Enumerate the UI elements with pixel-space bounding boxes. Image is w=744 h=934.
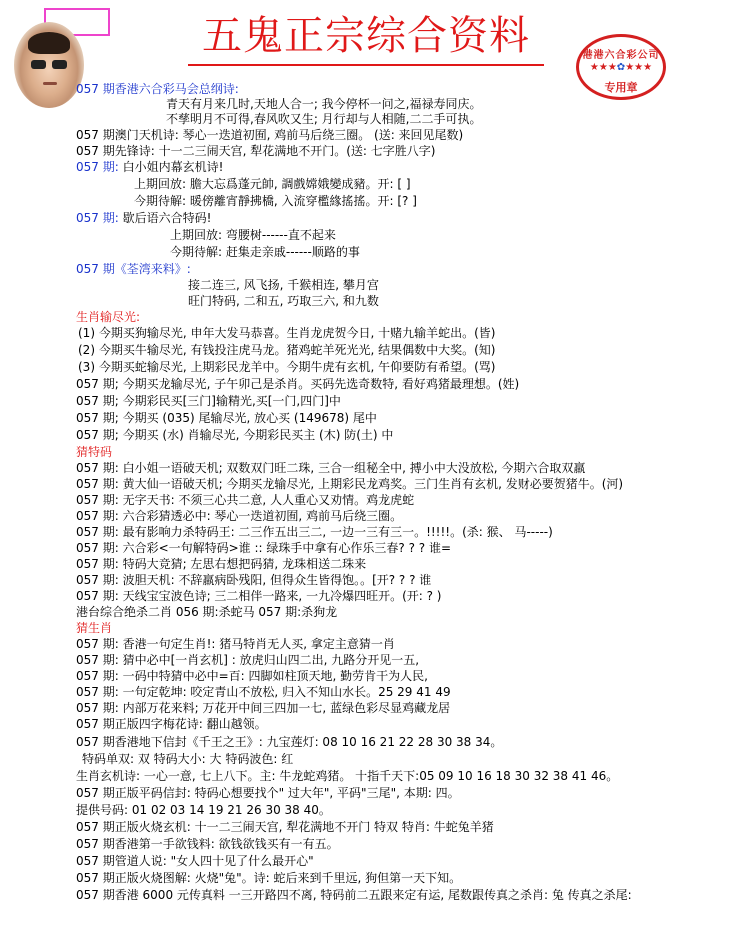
text-line [76, 854, 314, 869]
text-segment: 057 期香港地下信封《千王之王》: 九宝莲灯: 08 10 16 21 22 28 30 38 34。 [76, 735, 503, 749]
text-segment: 057 期正版四字梅花诗: 翻山越领。 [76, 717, 267, 731]
seal-center-icon: ✿ [616, 62, 626, 73]
text-line [76, 377, 519, 392]
text-line [170, 228, 336, 243]
text-segment: 057 期《荃湾来料》: [76, 262, 191, 276]
text-line [134, 177, 411, 192]
text-line [76, 820, 494, 835]
text-segment: 057 期: 最有影响力杀特码王: 二三作五出三二, 一边一三有三一。!!!!!。(杀: 猴、 马-----) [76, 525, 553, 539]
text-segment: 猜生肖 [76, 621, 113, 635]
text-line [76, 637, 395, 652]
text-line [76, 717, 267, 732]
text-line [188, 294, 379, 309]
text-line [76, 685, 451, 700]
text-line [76, 493, 414, 508]
text-segment: 057 期: 内部万花来料; 万花开中间三四加一七, 蓝绿色彩尽显鸡藏龙居 [76, 701, 451, 715]
text-segment: 上期回放: 膽大忘爲蓬元帥, 調戲嫦娥變成豬。开: [ ] [134, 177, 411, 191]
text-segment: 猜特码 [76, 445, 113, 459]
text-segment: 057 期: 一句定乾坤: 咬定青山不放松, 归入不知山水长。25 29 41 49 [76, 685, 451, 699]
text-segment: 057 期先锋诗: 十一二三闹天宫, 犁花满地不开门。(送: 七字胜八字) [76, 144, 436, 158]
text-segment: 白小姐内幕玄机诗! [118, 160, 224, 174]
text-line [76, 653, 419, 668]
text-line [76, 786, 460, 801]
text-line [76, 871, 461, 886]
text-line [170, 245, 360, 260]
text-segment: 057 期正版火烧图解: 火烧"兔"。诗: 蛇后来到千里远, 狗但第一天下知。 [76, 871, 462, 885]
text-line [76, 525, 553, 540]
text-line [76, 411, 377, 426]
text-segment: 057 期; 今期买 (035) 尾输尽光, 放心买 (149678) 尾中 [76, 411, 377, 425]
text-line [76, 211, 211, 226]
text-segment: 057 期澳门天机诗: 琴心一迭道初囿, 鸡前马后绕三圈。 (送: 来回见尾数) [76, 128, 464, 142]
avatar-glasses-left [31, 60, 46, 69]
text-line [76, 461, 585, 476]
text-segment: 057 期; 今期买 (水) 肖输尽光, 今期彩民买主 (木) 防(土) 中 [76, 428, 394, 442]
text-line [76, 82, 239, 97]
avatar-hair [28, 32, 70, 54]
text-segment: 057 期: 天线宝宝波色诗; 三二相伴一路来, 一九冷爆四旺开。(开: ? ) [76, 589, 442, 603]
text-line [76, 888, 632, 903]
text-segment: 057 期: [76, 211, 119, 225]
text-line [76, 509, 402, 524]
text-segment: 今期待解: 赶集走亲戚------顺路的事 [170, 245, 360, 259]
text-segment: 057 期: [76, 160, 119, 174]
text-line [82, 752, 293, 767]
text-segment: 057 期: 波胆天机: 不辞羸病卧残阳, 但得众生皆得饱。。[开? ? ? 谁 [76, 573, 432, 587]
text-line [166, 97, 482, 112]
text-line [78, 343, 495, 358]
text-segment: 057 期: 猜中必中[一肖玄机] : 放虎归山四二出, 九路分开见一五, [76, 653, 420, 667]
text-line [76, 735, 502, 750]
text-segment: (1) 今期买狗输尽光, 申年大发马恭喜。生肖龙虎贺今日, 十赌九输羊蛇出。(皆) [78, 326, 496, 340]
title-underline [188, 64, 544, 66]
text-segment: 057 期: 六合彩<一句解特码>谁 :: 绿珠手中拿有心作乐三春? ? ? 谁= [76, 541, 452, 555]
text-segment: 057 期香港第一手欲钱料: 欲钱欲钱买有一有五。 [76, 837, 339, 851]
avatar-mouth [43, 82, 57, 85]
text-line [188, 278, 379, 293]
text-line [76, 144, 435, 159]
text-segment: 生肖输尽光: [76, 310, 141, 324]
text-line [78, 360, 495, 375]
text-segment: 提供号码: 01 02 03 14 19 21 26 30 38 40。 [76, 803, 331, 817]
text-segment: 不孳明月不可得,春风吹又生; 月行却与人相随,二二手可执。 [166, 112, 482, 126]
text-segment: 生肖玄机诗: 一心一意, 七上八下。主: 牛龙蛇鸡猪。 十指千天下:05 09 10 16 18 30 32 38 41 46。 [76, 769, 619, 783]
text-line [76, 701, 450, 716]
text-segment: 今期待解: 暖傍離宵靜拂橋, 入流穿檻緣搖搖。开: [? ] [134, 194, 417, 208]
text-segment: 057 期: 无字天书: 不须三心共二意, 人人重心又劝情。鸡龙虎蛇 [76, 493, 415, 507]
text-segment: 特码单双: 双 特码大小: 大 特码波色: 红 [82, 752, 294, 766]
text-line [134, 194, 417, 209]
text-line [76, 477, 623, 492]
text-line [76, 589, 441, 604]
avatar-glasses-right [52, 60, 67, 69]
seal-top-text: 港港六合彩公司 [582, 50, 660, 61]
text-line [78, 326, 495, 341]
text-line [76, 262, 191, 277]
text-segment: 057 期正版平码信封: 特码心想要找个" 过大年", 平码"三尾", 本期: 四。 [76, 786, 460, 800]
text-segment: 057 期; 今期彩民买[三门]输精光,买[一门,四门]中 [76, 394, 341, 408]
seal-bottom-text: 专用章 [604, 81, 638, 94]
page-title: 五鬼正宗综合资料 [202, 13, 530, 59]
text-segment: 057 期香港 6000 元传真料 一三开路四不离, 特码前二五跟来定有运, 尾数跟传真之杀肖: 兔 传真之杀尾: [76, 888, 632, 902]
avatar [14, 22, 84, 108]
text-line [76, 557, 366, 572]
text-line [76, 445, 112, 460]
text-segment: 057 期: 一码中特猜中必中=百: 四脚如柱顶天地, 勤劳肯干为人民, [76, 669, 428, 683]
text-segment: 057 期: 白小姐一语破天机; 双数双门旺二珠, 三合一组秘全中, 搏小中大没放松, 今期六合取双羸 [76, 461, 586, 475]
text-line [76, 669, 428, 684]
text-line [76, 621, 112, 636]
text-line [76, 310, 140, 325]
seal-stars-right: ★★★ [625, 62, 653, 73]
text-line [76, 605, 337, 620]
text-segment: 057 期: 香港一句定生肖!: 猪马特肖无人买, 拿定主意猜一肖 [76, 637, 395, 651]
seal-stars-left: ★★★ [589, 62, 617, 73]
text-segment: 上期回放: 弯腰树------直不起来 [170, 228, 336, 242]
text-segment: (2) 今期买牛输尽光, 有钱投注虎马龙。猪鸡蛇羊死光光, 结果偶数中大奖。(知) [78, 343, 496, 357]
text-segment: 057 期: 特码大竞猜; 左思右想把码猜, 龙珠相送二珠来 [76, 557, 367, 571]
text-line [76, 160, 223, 175]
official-seal [576, 34, 666, 100]
text-line [76, 428, 393, 443]
text-segment: (3) 今期买蛇输尽光, 上期彩民龙羊中。今期牛虎有玄机, 午仰要防有希望。(骂) [78, 360, 496, 374]
text-segment: 057 期正版火烧玄机: 十一二三闹天宫, 犁花满地不开门 特双 特肖: 牛蛇兔羊猪 [76, 820, 494, 834]
text-segment: 057 期: 六合彩猜透必中: 琴心一迭道初囿, 鸡前马后绕三圈。 [76, 509, 403, 523]
text-line [76, 803, 331, 818]
text-line [76, 769, 618, 784]
text-segment: 接二连三, 风飞扬, 千猴相连, 攀月宫 [188, 278, 379, 292]
text-segment: 057 期: 黄大仙一语破天机; 今期买龙输尽光, 上期彩民龙鸡奖。三门生肖有玄机, 发财必要贺猪牛。(河) [76, 477, 624, 491]
text-line [166, 112, 482, 127]
text-segment: 青天有月来几时,天地人合一; 我今停杯一问之,福禄寿同庆。 [166, 97, 482, 111]
text-line [76, 573, 431, 588]
text-segment: 港台综合绝杀二肖 056 期:杀蛇马 057 期:杀狗龙 [76, 605, 338, 619]
text-segment: 歇后语六合特码! [118, 211, 212, 225]
text-segment: 057 期香港六合彩马会总纲诗: [76, 82, 239, 96]
text-line [76, 128, 463, 143]
text-segment: 旺门特码, 二和五, 巧取三六, 和九数 [188, 294, 379, 308]
text-line [76, 394, 341, 409]
text-segment: 057 期; 今期买龙输尽光, 子午卯己是杀肖。买码先选奇数特, 看好鸡猪最理想。(姓) [76, 377, 520, 391]
seal-stars [579, 62, 663, 73]
text-segment: 057 期管道人说: "女人四十见了什么最开心" [76, 854, 314, 868]
text-line [76, 837, 339, 852]
text-line [76, 541, 451, 556]
